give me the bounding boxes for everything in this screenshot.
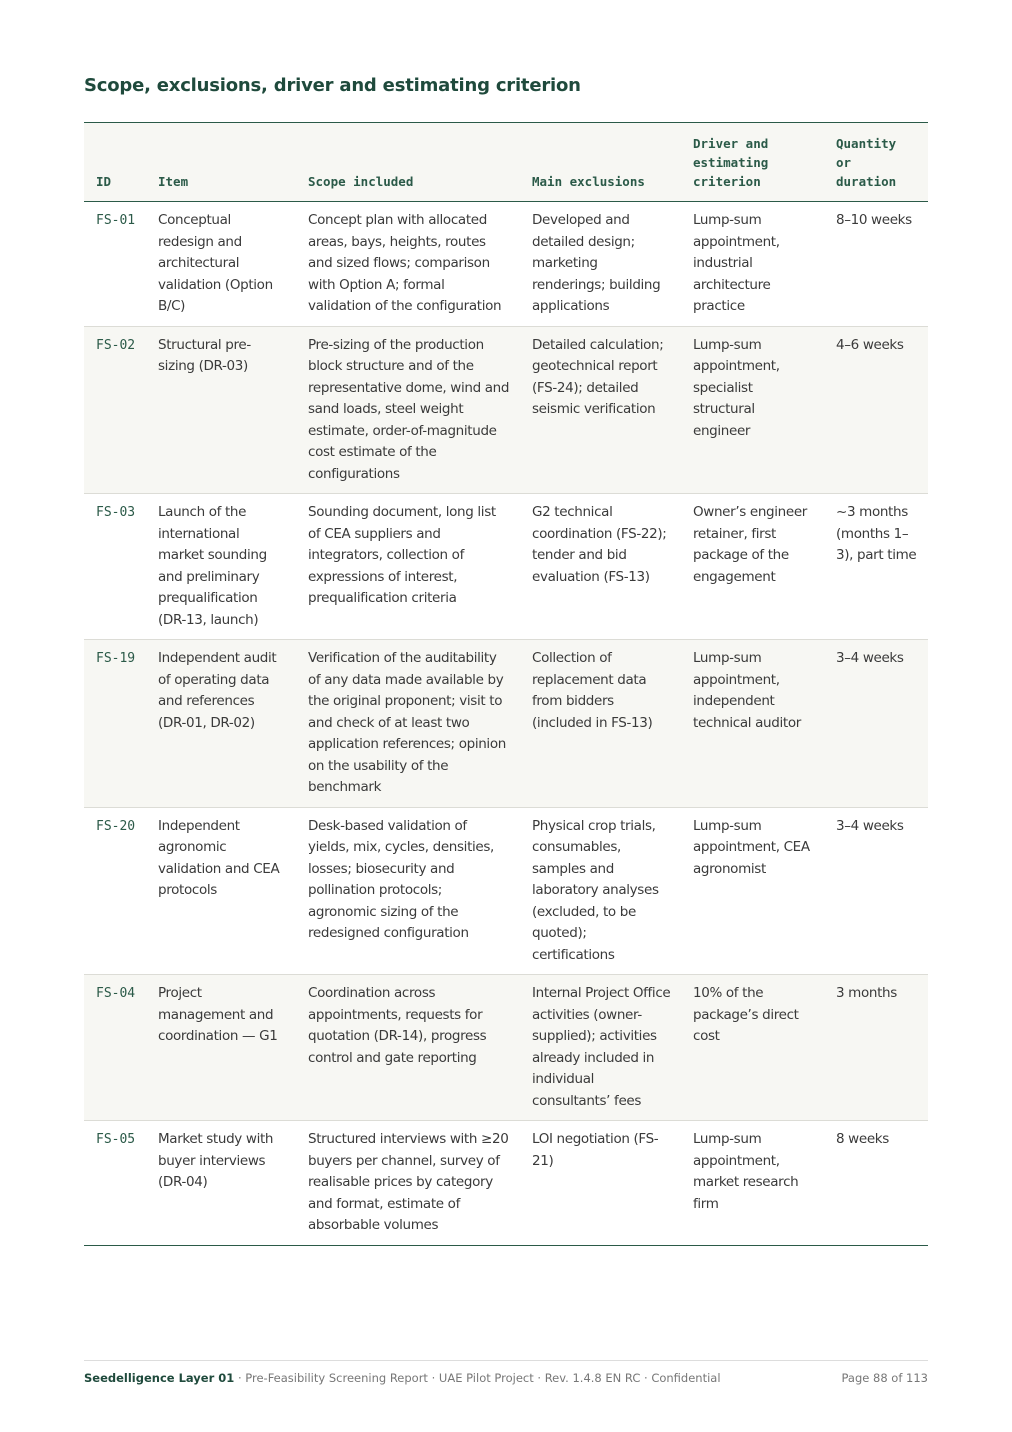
footer-brand: Seedelligence Layer 01 <box>84 1371 235 1385</box>
cell-quantity: 3–4 weeks <box>824 807 928 975</box>
cell-driver: Owner’s engineer retainer, first package of the engagement <box>681 494 824 640</box>
table-row <box>84 326 928 494</box>
cell-id: FS-01 <box>84 202 146 327</box>
cell-driver: Lump-sum appointment, specialist structural engineer <box>681 326 824 494</box>
cell-driver: Lump-sum appointment, independent technical auditor <box>681 640 824 808</box>
cell-item: Structural pre-sizing (DR-03) <box>146 326 296 494</box>
section-title: Scope, exclusions, driver and estimating criterion <box>84 75 581 96</box>
cell-quantity: 8–10 weeks <box>824 202 928 327</box>
cell-exclusions: Internal Project Office activities (owner-supplied); activities already included in individual consultants’ fees <box>520 975 681 1121</box>
cell-item: Launch of the international market sounding and preliminary prequalification (DR-13, launch) <box>146 494 296 640</box>
cell-item: Market study with buyer interviews (DR-04) <box>158 1131 274 1190</box>
cell-scope: Coordination across appointments, requests for quotation (DR-14), progress control and gate reporting <box>296 975 520 1121</box>
footer-divider <box>84 1360 928 1361</box>
cell-id: FS-05 <box>96 1132 136 1147</box>
header-quantity: Quantity or duration <box>824 123 928 202</box>
header-item: Item <box>146 123 296 202</box>
page-number: Page 88 of 113 <box>841 1371 928 1385</box>
cell-quantity: ~3 months (months 1–3), part time <box>824 494 928 640</box>
cell-scope: Sounding document, long list of CEA suppliers and integrators, collection of expressions of interest, prequalification criteria <box>296 494 520 640</box>
cell-exclusions: Collection of replacement data from bidders (included in FS-13) <box>520 640 681 808</box>
cell-exclusions: Detailed calculation; geotechnical report (FS-24); detailed seismic verification <box>520 326 681 494</box>
cell-driver: Lump-sum appointment, CEA agronomist <box>681 807 824 975</box>
cell-id: FS-04 <box>84 975 146 1121</box>
header-id: ID <box>84 123 146 202</box>
cell-item: Independent audit of operating data and references (DR-01, DR-02) <box>146 640 296 808</box>
table-row <box>84 1121 928 1246</box>
table-row <box>84 202 928 327</box>
cell-quantity: 4–6 weeks <box>824 326 928 494</box>
cell-id: FS-02 <box>84 326 146 494</box>
cell-driver: 10% of the package’s direct cost <box>681 975 824 1121</box>
cell-quantity: 3 months <box>824 975 928 1121</box>
footer-text: · Pre-Feasibility Screening Report · UAE Pilot Project · Rev. 1.4.8 EN RC · Confidential <box>234 1371 721 1385</box>
table-header-row <box>84 123 928 202</box>
cell-quantity: 3–4 weeks <box>824 640 928 808</box>
cell-scope: Desk-based validation of yields, mix, cycles, densities, losses; biosecurity and pollination protocols; agronomic sizing of the redesigned configuration <box>296 807 520 975</box>
table-row <box>84 807 928 975</box>
cell-id: FS-19 <box>84 640 146 808</box>
cell-item: Independent agronomic validation and CEA protocols <box>146 807 296 975</box>
cell-scope: Verification of the auditability of any data made available by the original proponent; visit to and check of at least two application references; opinion on the usability of the benchmark <box>296 640 520 808</box>
cell-quantity: 8 weeks <box>836 1131 889 1147</box>
table-row <box>84 640 928 808</box>
cell-item: Project management and coordination — G1 <box>146 975 296 1121</box>
table-row <box>84 975 928 1121</box>
cell-scope: Pre-sizing of the production block structure and of the representative dome, wind and sand loads, steel weight estimate, order-of-magnitude cost estimate of the configurations <box>296 326 520 494</box>
cell-exclusions: LOI negotiation (FS-21) <box>532 1131 659 1169</box>
table-row <box>84 494 928 640</box>
cell-driver: Lump-sum appointment, industrial architecture practice <box>681 202 824 327</box>
cell-id: FS-03 <box>84 494 146 640</box>
header-scope: Scope included <box>296 123 520 202</box>
header-driver: Driver and estimating criterion <box>681 123 824 202</box>
cell-exclusions: Physical crop trials, consumables, samples and laboratory analyses (excluded, to be quoted); certifications <box>520 807 681 975</box>
scope-table <box>84 122 928 1246</box>
header-exclusions: Main exclusions <box>520 123 681 202</box>
cell-exclusions: G2 technical coordination (FS-22); tender and bid evaluation (FS-13) <box>520 494 681 640</box>
cell-exclusions: Developed and detailed design; marketing renderings; building applications <box>520 202 681 327</box>
cell-scope: Concept plan with allocated areas, bays, heights, routes and sized flows; comparison with Option A; formal validation of the configuration <box>296 202 520 327</box>
cell-id: FS-20 <box>84 807 146 975</box>
footer-caption <box>84 1371 721 1385</box>
cell-scope: Structured interviews with ≥20 buyers per channel, survey of realisable prices by category and format, estimate of absorbable volumes <box>308 1131 509 1233</box>
cell-item: Conceptual redesign and architectural validation (Option B/C) <box>146 202 296 327</box>
cell-driver: Lump-sum appointment, market research firm <box>693 1131 799 1212</box>
